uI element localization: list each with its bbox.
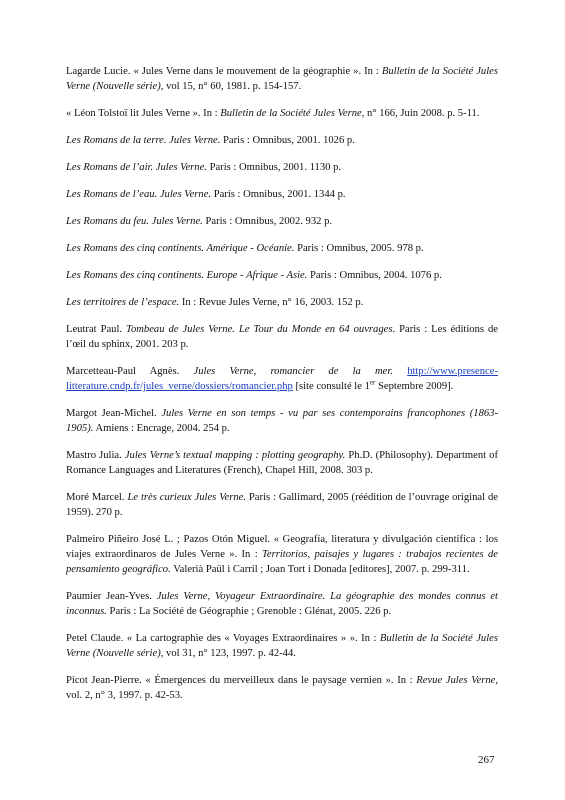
italic-title-text: Jules Verne, Voyageur Extraordinaire. La géographie des mondes connus et inconnus. (66, 591, 498, 617)
bibliography-entry (66, 589, 498, 619)
entry-text: Picot Jean-Pierre. « Émergences du merveilleux dans le paysage vernien ». In : (66, 675, 417, 686)
entry-text: Paris : Omnibus, 2001. 1344 p. (211, 189, 346, 200)
entry-text: vol 31, n° 123, 1997. p. 42-44. (163, 648, 296, 659)
entry-text: Marcetteau-Paul Agnès. (66, 366, 194, 377)
entry-text: Paris : Omnibus, 2001. 1130 p. (206, 162, 342, 173)
entry-text: In : Revue Jules Verne, n° 16, 2003. 152 p. (179, 297, 364, 308)
bibliography-list (66, 64, 498, 715)
entry-text: [site consulté le 1 (292, 381, 370, 392)
entry-text: Lagarde Lucie. « Jules Verne dans le mouvement de la géographie ». In : (66, 66, 382, 77)
page-number: 267 (478, 754, 495, 766)
bibliography-entry (66, 160, 498, 175)
entry-text: Paris : La Société de Géographie ; Grenoble : Glénat, 2005. 226 p. (106, 606, 392, 617)
italic-title-text: Les Romans des cinq continents. Amérique - Océanie. (66, 243, 295, 254)
italic-title-text: Bulletin de la Société Jules Verne (Nouvelle série) (66, 66, 498, 92)
italic-title-text: Les Romans de la terre. Jules Verne. (66, 135, 221, 146)
bibliography-entry (66, 187, 498, 202)
bibliography-entry (66, 532, 498, 577)
entry-text: Septembre 2009]. (375, 381, 454, 392)
italic-title-text: Bulletin de la Société Jules Verne (Nouvelle série), (66, 633, 498, 659)
italic-title-text: Les Romans de l’eau. Jules Verne. (66, 189, 212, 200)
entry-text: Leutrat Paul. (66, 324, 127, 335)
entry-text: . Paris : Les éditions de l’œil du sphinx, 2001. 203 p. (66, 324, 498, 350)
entry-text: Mastro Julia. (66, 450, 125, 461)
bibliography-entry (66, 295, 498, 310)
entry-text: Amiens : Encrage, 2004. 254 p. (93, 423, 230, 434)
italic-title-text: Le très curieux Jules Verne. (127, 492, 246, 503)
entry-text: , vol 15, n° 60, 1981. p. 154-157. (160, 81, 302, 92)
entry-text: , vol. 2, n° 3, 1997. p. 42-53. (66, 675, 498, 701)
entry-text: , n° 166, Juin 2008. p. 5-11. (361, 108, 480, 119)
reference-link[interactable]: http://www.presence-litterature.cndp.fr/jules_verne/dossiers/romancier.php (66, 366, 498, 392)
entry-text: Paris : Omnibus, 2002. 932 p. (202, 216, 333, 227)
entry-text: Palmeiro Piñeiro José L. ; Pazos Otón Miguel. « Geografía, literatura y divulgación científica : los viajes extraordinaros de Jules Verne ». In : (66, 534, 498, 560)
bibliography-entry (66, 133, 498, 148)
entry-text: Moré Marcel. (66, 492, 128, 503)
italic-title-text: Jules Verne, romancier de la mer. (193, 366, 393, 377)
italic-title-text: Jules Verne en son temps - vu par ses contemporains francophones (1863-1905). (66, 408, 498, 434)
italic-title-text: Les Romans de l’air. Jules Verne. (66, 162, 207, 173)
bibliography-entry (66, 268, 498, 283)
entry-text: Valerià Paül i Carril ; Joan Tort i Donada [editores], 2007. p. 299-311. (170, 564, 470, 575)
bibliography-entry (66, 364, 498, 394)
entry-text: Petel Claude. « La cartographie des « Voyages Extraordinaires » ». In : (66, 633, 380, 644)
bibliography-entry (66, 631, 498, 661)
entry-text: Paumier Jean-Yves. (66, 591, 157, 602)
entry-text: Paris : Omnibus, 2001. 1026 p. (220, 135, 355, 146)
bibliography-entry (66, 322, 498, 352)
bibliography-entry (66, 448, 498, 478)
entry-text: Ph.D. (Philosophy). Department of Romance Languages and Literatures (French), Chapel Hill, 2008. 303 p. (66, 450, 498, 476)
italic-title-text: Les territoires de l’espace. (66, 297, 180, 308)
italic-title-text: Les Romans des cinq continents. Europe - Afrique - Asie. (66, 270, 308, 281)
bibliography-entry (66, 106, 498, 121)
bibliography-entry (66, 214, 498, 229)
entry-text: Margot Jean-Michel. (66, 408, 162, 419)
italic-title-text: Revue Jules Verne (416, 675, 496, 686)
entry-text (393, 366, 407, 377)
entry-text: Paris : Omnibus, 2004. 1076 p. (307, 270, 442, 281)
italic-title-text: Tombeau de Jules Verne. Le Tour du Monde en 64 ouvrages (126, 324, 393, 335)
bibliography-entry (66, 64, 498, 94)
bibliography-entry (66, 673, 498, 703)
bibliography-entry (66, 406, 498, 436)
entry-text: Paris : Omnibus, 2005. 978 p. (294, 243, 424, 254)
bibliography-entry (66, 241, 498, 256)
italic-title-text: Territorios, paisajes y lugares : trabajos recientes de pensamiento geográfico. (66, 549, 498, 575)
italic-title-text: Bulletin de la Société Jules Verne (220, 108, 362, 119)
superscript-text: er (369, 378, 376, 387)
italic-title-text: Les Romans du feu. Jules Verne. (66, 216, 203, 227)
entry-text: « Léon Tolstoï lit Jules Verne ». In : (66, 108, 221, 119)
bibliography-entry (66, 490, 498, 520)
italic-title-text: Jules Verne’s textual mapping : plotting geography. (124, 450, 346, 461)
entry-text: Paris : Gallimard, 2005 (réédition de l’ouvrage original de 1959). 270 p. (66, 492, 498, 518)
